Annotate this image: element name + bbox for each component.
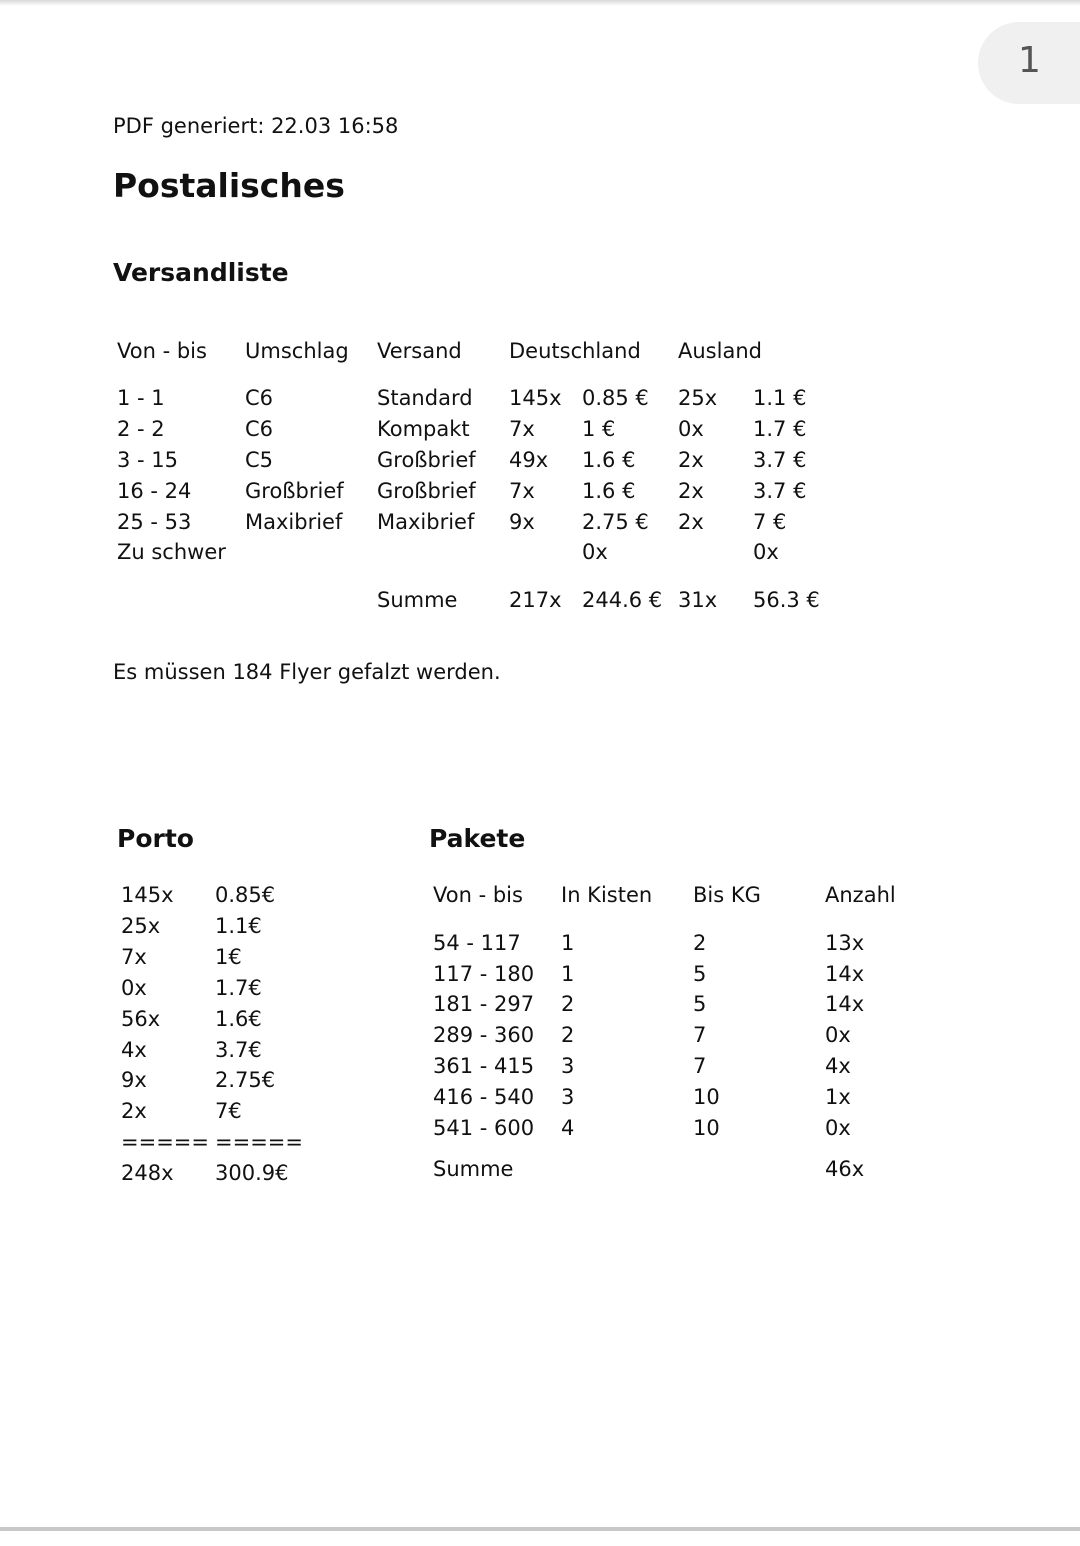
- pakete-cell: 10: [693, 1116, 720, 1140]
- versand-cell: 145x: [509, 386, 562, 410]
- pakete-header-cell: Von - bis: [433, 883, 523, 907]
- versand-cell: 9x: [509, 510, 535, 534]
- versand-cell: Großbrief: [377, 479, 476, 503]
- porto-cell: 0x: [121, 976, 147, 1000]
- versand-cell: 1 €: [582, 417, 616, 441]
- pakete-sum-cell: Summe: [433, 1157, 514, 1181]
- pakete-cell: 289 - 360: [433, 1023, 535, 1047]
- versand-cell: 16 - 24: [117, 479, 192, 503]
- versand-cell: 3.7 €: [753, 448, 807, 472]
- versand-cell: C6: [245, 417, 274, 441]
- versand-cell: Großbrief: [377, 448, 476, 472]
- pakete-cell: 2: [561, 992, 575, 1016]
- porto-cell: =====: [121, 1130, 209, 1154]
- versand-cell: 2x: [678, 479, 704, 503]
- versand-header-cell: Versand: [377, 339, 462, 363]
- porto-cell: 1.7€: [215, 976, 262, 1000]
- versand-sum-cell: 31x: [678, 588, 718, 612]
- pakete-cell: 14x: [825, 992, 865, 1016]
- pakete-cell: 7: [693, 1054, 707, 1078]
- pakete-cell: 0x: [825, 1023, 851, 1047]
- versand-cell: 49x: [509, 448, 549, 472]
- versand-sum-cell: Summe: [377, 588, 458, 612]
- versand-cell: 1.6 €: [582, 448, 636, 472]
- porto-cell: 3.7€: [215, 1038, 262, 1062]
- pakete-cell: 1x: [825, 1085, 851, 1109]
- pakete-cell: 4x: [825, 1054, 851, 1078]
- viewer-bottom-edge: [0, 1527, 1080, 1531]
- versand-header-cell: Umschlag: [245, 339, 349, 363]
- porto-cell: 7€: [215, 1099, 242, 1123]
- pakete-cell: 5: [693, 962, 707, 986]
- versandliste-heading: Versandliste: [113, 258, 289, 287]
- pakete-cell: 14x: [825, 962, 865, 986]
- pakete-cell: 5: [693, 992, 707, 1016]
- pakete-cell: 7: [693, 1023, 707, 1047]
- porto-cell: 248x: [121, 1161, 174, 1185]
- versand-cell: 0x: [753, 540, 779, 564]
- porto-cell: =====: [215, 1130, 303, 1154]
- pakete-cell: 2: [561, 1023, 575, 1047]
- generated-timestamp: PDF generiert: 22.03 16:58: [113, 114, 399, 138]
- versand-cell: 2x: [678, 448, 704, 472]
- pakete-cell: 54 - 117: [433, 931, 521, 955]
- pakete-cell: 416 - 540: [433, 1085, 535, 1109]
- porto-cell: 1.6€: [215, 1007, 262, 1031]
- versand-cell: 2.75 €: [582, 510, 649, 534]
- pakete-header-cell: Bis KG: [693, 883, 761, 907]
- versand-sum-cell: 217x: [509, 588, 562, 612]
- porto-cell: 2x: [121, 1099, 147, 1123]
- pakete-cell: 3: [561, 1085, 575, 1109]
- pakete-cell: 13x: [825, 931, 865, 955]
- versand-header-cell: Deutschland: [509, 339, 641, 363]
- porto-cell: 0.85€: [215, 883, 276, 907]
- versand-cell: 1.1 €: [753, 386, 807, 410]
- porto-cell: 1.1€: [215, 914, 262, 938]
- versand-cell: Kompakt: [377, 417, 470, 441]
- flyer-note: Es müssen 184 Flyer gefalzt werden.: [113, 660, 501, 684]
- pakete-header-cell: Anzahl: [825, 883, 896, 907]
- porto-cell: 1€: [215, 945, 242, 969]
- versand-cell: 0x: [678, 417, 704, 441]
- pakete-cell: 3: [561, 1054, 575, 1078]
- porto-cell: 25x: [121, 914, 161, 938]
- pakete-header-cell: In Kisten: [561, 883, 653, 907]
- document-title: Postalisches: [113, 166, 345, 205]
- pakete-cell: 4: [561, 1116, 575, 1140]
- pakete-cell: 117 - 180: [433, 962, 535, 986]
- viewer-top-edge: [0, 0, 1080, 6]
- versand-cell: 1.7 €: [753, 417, 807, 441]
- pakete-cell: 2: [693, 931, 707, 955]
- versand-cell: Standard: [377, 386, 473, 410]
- versand-cell: 3.7 €: [753, 479, 807, 503]
- versand-cell: 7x: [509, 479, 535, 503]
- versand-cell: 2x: [678, 510, 704, 534]
- porto-cell: 2.75€: [215, 1068, 276, 1092]
- versand-cell: 0x: [582, 540, 608, 564]
- versand-header-cell: Ausland: [678, 339, 762, 363]
- page-number-badge: [978, 22, 1080, 104]
- versand-cell: Zu schwer: [117, 540, 226, 564]
- pakete-cell: 541 - 600: [433, 1116, 535, 1140]
- pakete-cell: 361 - 415: [433, 1054, 535, 1078]
- pakete-heading: Pakete: [429, 824, 526, 853]
- versand-cell: C5: [245, 448, 274, 472]
- pakete-cell: 1: [561, 962, 575, 986]
- versand-sum-cell: 244.6 €: [582, 588, 663, 612]
- versand-sum-cell: 56.3 €: [753, 588, 820, 612]
- porto-heading: Porto: [117, 824, 194, 853]
- versand-cell: 0.85 €: [582, 386, 649, 410]
- versand-header-cell: Von - bis: [117, 339, 207, 363]
- pakete-cell: 181 - 297: [433, 992, 535, 1016]
- porto-cell: 7x: [121, 945, 147, 969]
- versand-cell: 25x: [678, 386, 718, 410]
- pakete-sum-cell: 46x: [825, 1157, 865, 1181]
- page-number: 1: [1018, 40, 1041, 81]
- pakete-cell: 0x: [825, 1116, 851, 1140]
- porto-cell: 300.9€: [215, 1161, 289, 1185]
- versand-cell: C6: [245, 386, 274, 410]
- porto-cell: 145x: [121, 883, 174, 907]
- versand-cell: Maxibrief: [245, 510, 343, 534]
- versand-cell: Maxibrief: [377, 510, 475, 534]
- versand-cell: 1.6 €: [582, 479, 636, 503]
- versand-cell: 1 - 1: [117, 386, 165, 410]
- porto-cell: 4x: [121, 1038, 147, 1062]
- porto-cell: 9x: [121, 1068, 147, 1092]
- versand-cell: 7 €: [753, 510, 787, 534]
- pakete-cell: 1: [561, 931, 575, 955]
- versand-cell: 2 - 2: [117, 417, 165, 441]
- versand-cell: Großbrief: [245, 479, 344, 503]
- versand-cell: 25 - 53: [117, 510, 192, 534]
- pakete-cell: 10: [693, 1085, 720, 1109]
- versand-cell: 7x: [509, 417, 535, 441]
- porto-cell: 56x: [121, 1007, 161, 1031]
- versand-cell: 3 - 15: [117, 448, 179, 472]
